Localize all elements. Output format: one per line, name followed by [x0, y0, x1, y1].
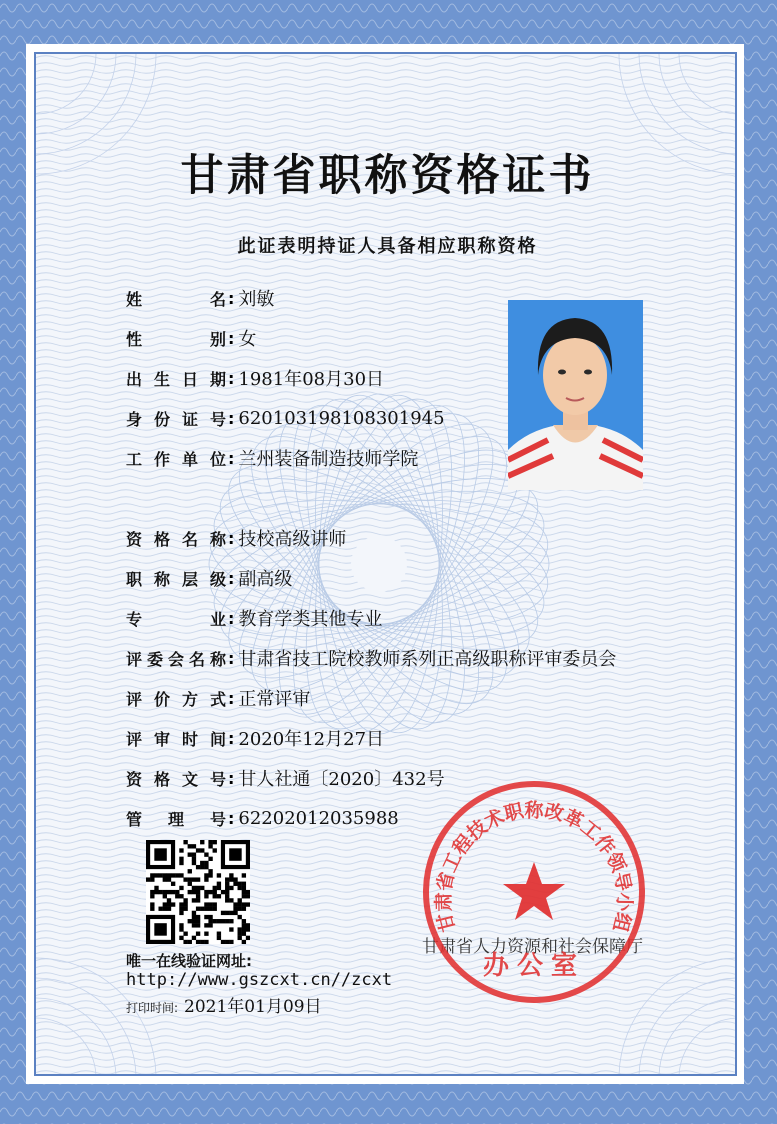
- field-label: 性 别: [126, 329, 226, 349]
- field-colon: :: [228, 408, 235, 428]
- field-colon: :: [228, 608, 235, 628]
- field-label: 工 作 单 位: [126, 449, 226, 469]
- field-label: 职 称 层 级: [126, 569, 226, 589]
- field-row: [126, 405, 445, 431]
- field-colon: :: [228, 288, 235, 308]
- field-row: [126, 645, 616, 671]
- field-value: 女: [238, 329, 257, 350]
- field-label: 出 生 日 期: [126, 369, 226, 389]
- field-colon: :: [228, 808, 235, 828]
- field-value: 2020年12月27日: [238, 729, 385, 750]
- verification-label: 唯一在线验证网址:: [126, 952, 252, 970]
- field-row: [126, 805, 399, 831]
- print-time-label: 打印时间:: [126, 1001, 179, 1015]
- field-value: 1981年08月30日: [238, 369, 385, 390]
- field-value: 刘敏: [238, 289, 275, 310]
- field-label: 评 委 会 名 称: [126, 649, 226, 669]
- field-row: [126, 565, 292, 591]
- field-label: 管 理 号: [126, 809, 226, 829]
- field-value: 教育学类其他专业: [238, 609, 383, 630]
- field-label: 资 格 名 称: [126, 529, 226, 549]
- field-colon: :: [228, 648, 235, 668]
- field-label: 身 份 证 号: [126, 409, 226, 429]
- field-colon: :: [228, 528, 235, 548]
- field-row: [126, 725, 384, 751]
- field-value: 副高级: [238, 569, 293, 590]
- certificate-paper: [34, 52, 737, 1076]
- field-value: 甘人社通〔2020〕432号: [238, 769, 445, 790]
- official-seal: [418, 776, 650, 1008]
- issuing-authority: 甘肃省人力资源和社会保障厅: [422, 937, 643, 957]
- field-label: 专 业: [126, 609, 226, 629]
- field-colon: :: [228, 368, 235, 388]
- field-label: 姓 名: [126, 289, 226, 309]
- svg-text:办公室: 办公室: [482, 951, 586, 981]
- field-row: [126, 445, 418, 471]
- field-colon: :: [228, 728, 235, 748]
- field-row: [126, 525, 346, 551]
- field-value: 正常评审: [238, 689, 311, 710]
- field-colon: :: [228, 448, 235, 468]
- svg-text:甘肃省工程技术职称改革工作领导小组: 甘肃省工程技术职称改革工作领导小组: [432, 799, 636, 935]
- field-colon: :: [228, 688, 235, 708]
- field-row: [126, 285, 274, 311]
- verification-url[interactable]: http://www.gszcxt.cn//zcxt: [126, 970, 393, 990]
- certificate-subtitle: 此证表明持证人具备相应职称资格: [237, 236, 538, 257]
- field-value: 620103198108301945: [238, 407, 445, 429]
- field-row: [126, 605, 382, 631]
- field-row: [126, 365, 384, 391]
- print-time-value: 2021年01月09日: [184, 997, 322, 1017]
- field-label: 资 格 文 号: [126, 769, 226, 789]
- field-row: [126, 685, 310, 711]
- print-time-row: [126, 992, 322, 1017]
- field-colon: :: [228, 768, 235, 788]
- certificate-title: 甘肃省职称资格证书: [180, 151, 595, 201]
- holder-photo: [508, 300, 643, 490]
- field-colon: :: [228, 568, 235, 588]
- field-value: 甘肃省技工院校教师系列正高级职称评审委员会: [238, 649, 617, 670]
- field-label: 评 审 时 间: [126, 729, 226, 749]
- field-value: 62202012035988: [238, 807, 399, 829]
- field-row: [126, 325, 256, 351]
- field-value: 兰州装备制造技师学院: [238, 449, 419, 470]
- verification-qr-code[interactable]: [146, 840, 250, 944]
- field-colon: :: [228, 328, 235, 348]
- field-label: 评 价 方 式: [126, 689, 226, 709]
- field-row: [126, 765, 445, 791]
- field-value: 技校高级讲师: [238, 529, 347, 550]
